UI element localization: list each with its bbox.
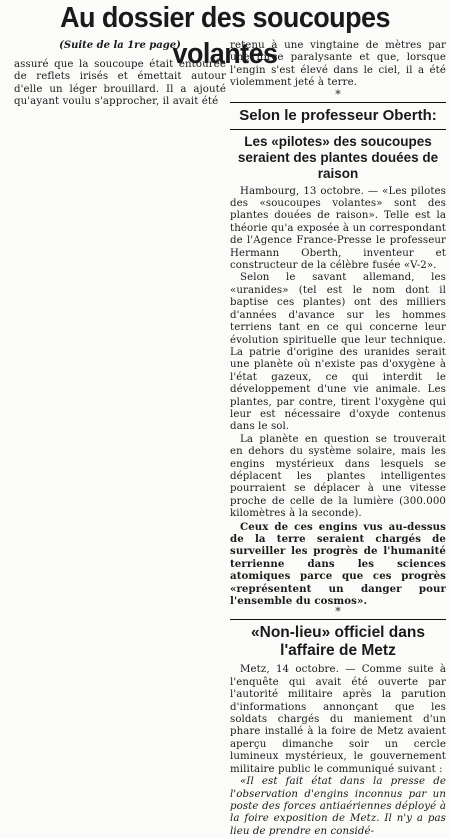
section1-subtitle: Les «pilotes» des soucoupes seraient des plantes douées de raison xyxy=(237,133,439,181)
section2-title: «Non-lieu» officiel dans l'affaire de Metz xyxy=(251,624,425,660)
section-divider xyxy=(230,102,446,103)
continuation-text: retenu à une vingtaine de mètres par une force paralysante et que, lorsque l'engin s'est élevé dans le ciel, il a été violemment jeté à terre. xyxy=(230,40,446,89)
metz-body xyxy=(230,664,446,838)
left-body-text: assuré que la soucoupe était entourée de reflets irisés et émettait autour d'elle un léger brouillard. Il a ajouté qu'ayant voulu s'approcher, il avait été xyxy=(14,59,226,108)
separator-star: * xyxy=(335,87,341,101)
paragraph: Hambourg, 13 octobre. — «Les pilotes des «soucoupes volantes» sont des plantes douées de raison». Telle est la théorie qu'a exposée à un correspondant de l'Agence France-Presse le professeur Hermann Oberth, inventeur et constructeur de la célèbre fusée «V-2». xyxy=(230,185,446,272)
continuation-note: (Suite de la 1re page) xyxy=(59,40,181,51)
left-column xyxy=(14,40,226,109)
section-divider xyxy=(230,619,446,620)
title-underline xyxy=(230,129,446,130)
paragraph: «Il est fait état dans la presse de l'observation d'engins inconnus par un poste des forces antiaériennes déployé à la foire exposition de Metz. Il n'y a pas lieu de prendre en considé- xyxy=(230,776,446,837)
section1-title: Selon le professeur Oberth: xyxy=(239,106,437,124)
paragraph: Ceux de ces engins vus au-dessus de la terre seraient chargés de surveiller les progrès de l'humanité terrienne dans les sciences atomiques parce que ces progrès «représentent un danger pour l'ensemble du cosmos». xyxy=(230,520,446,608)
separator-star: * xyxy=(335,605,341,619)
paragraph: Metz, 14 octobre. — Comme suite à l'enquête qui avait été ouverte par l'autorité militaire après la parution d'informations annonçant que les soldats chargés du maniement d'un phare installé à la foire de Metz avaient aperçu dimanche soir un cercle lumineux mystérieux, le gouvernement militaire public le communiqué suivant : xyxy=(230,664,446,775)
right-column xyxy=(230,40,446,838)
article-body xyxy=(230,186,446,608)
paragraph: Selon le savant allemand, les «uranides» (tel est le nom dont il baptise ces plantes) ont des milliers d'années d'avance sur les hommes terriens tant en ce qui concerne leur évolution spirituelle que leur technique. La patrie d'origine des uranides serait une planète où n'existe pas d'oxygène à l'état gazeux, ce qui interdit le développement d'une vie animale. Les plantes, par contre, tirent l'oxygène qui leur est nécessaire d'oxyde contenus dans le sol. xyxy=(230,272,446,433)
paragraph: La planète en question se trouverait en dehors du système solaire, mais les engins mystérieux dans lesquels se déplacent les plantes intelligentes pourraient se déplacer à une vitesse proche de celle de la lumière (300.000 kilomètres à la seconde). xyxy=(230,433,446,520)
headline: Au dossier des soucoupes volantes xyxy=(60,2,390,70)
